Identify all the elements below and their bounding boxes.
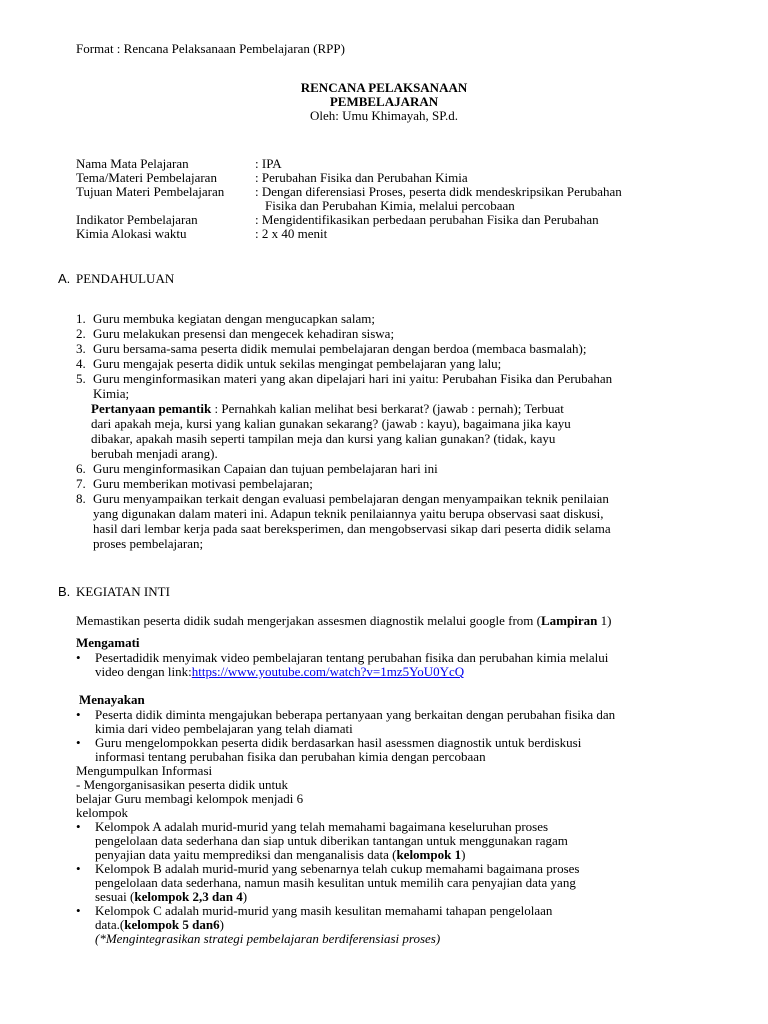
intro-text: Memastikan peserta didik sudah mengerjakan assesmen diagnostik melalui google from ( [76,613,541,628]
section-b-title: KEGIATAN INTI [76,584,170,599]
list-item-continued: proses pembelajaran; [93,536,204,551]
dash-line: - Mengorganisasikan peserta didik untuk [76,777,289,792]
menanya-b1-line-2: kimia dari video pembelajaran yang telah diamati [95,721,353,736]
kelompok-b-line-2: pengelolaan data sederhana, namun masih kesulitan untuk memilih cara penyajian data yang [95,875,576,890]
list-item: Guru menginformasikan Capaian dan tujuan pembelajaran hari ini [93,461,438,476]
section-a-title: PENDAHULUAN [76,271,175,286]
list-item: Guru menyampaikan terkait dengan evaluasi pembelajaran dengan menyampaikan teknik penilaian [93,491,609,506]
list-item: Guru mengajak peserta didik untuk sekilas mengingat pembelajaran yang lalu; [93,356,502,371]
kelompok-a-line-1: Kelompok A adalah murid-murid yang telah memahami bagaimana keseluruhan proses [95,819,549,834]
youtube-link[interactable]: https://www.youtube.com/watch?v=1mz5YoU0YcQ [191,664,465,679]
title-line-1: RENCANA PELAKSANAAN [300,80,468,95]
bullet-icon: • [76,861,81,876]
alokasi-label: Kimia Alokasi waktu [76,226,187,241]
kel-c-post: ) [219,917,224,932]
section-b-letter: B. [58,584,71,599]
tujuan-value-2: Fisika dan Perubahan Kimia, melalui percobaan [265,198,515,213]
link-prefix: video dengan link: [95,664,192,679]
tema-label: Tema/Materi Pembelajaran [76,170,217,185]
bullet-icon: • [76,735,81,750]
list-item: Guru bersama-sama peserta didik memulai pembelajaran dengan berdoa (membaca basmalah); [93,341,587,356]
kel-b-pre: sesuai ( [95,889,135,904]
list-item-continued: hasil dari lembar kerja pada saat bereksperimen, dan mengobservasi sikap dari peserta didik selama [93,521,611,536]
kel-c-pre: data.( [95,917,125,932]
bullet-icon: • [76,903,81,918]
list-num: 5. [76,371,86,386]
mapel-label: Nama Mata Pelajaran [76,156,189,171]
mapel-value: : IPA [255,156,282,171]
title-line-2: PEMBELAJARAN [329,94,439,109]
tujuan-label: Tujuan Materi Pembelajaran [76,184,225,199]
author-line: Oleh: Umu Khimayah, SP.d. [309,108,459,123]
format-line: Format : Rencana Pelaksanaan Pembelajaran (RPP) [76,41,345,56]
mengamati-line-2 [95,664,464,679]
pertanyaan-line-4: berubah menjadi arang). [91,446,218,461]
pertanyaan-pemantik [91,401,564,416]
section-b-intro [76,613,611,628]
pertanyaan-line-2: dari apakah meja, kursi yang kalian gunakan sekarang? (jawab : kayu), bagaimana jika kayu [91,416,571,431]
pertanyaan-text: : Pernahkah kalian melihat besi berkarat? (jawab : pernah); Terbuat [211,401,564,416]
kelompok-c-line-2 [95,917,224,932]
kel-c-bold: kelompok 5 dan6 [124,917,220,932]
menanya-b2-line-1: Guru mengelompokkan peserta didik berdasarkan hasil asessmen diagnostik untuk berdiskusi [95,735,582,750]
tujuan-value-1: : Dengan diferensiasi Proses, peserta didk mendeskripsikan Perubahan [255,184,622,199]
pertanyaan-label: Pertanyaan pemantik [91,401,212,416]
list-item: Guru menginformasikan materi yang akan dipelajari hari ini yaitu: Perubahan Fisika dan Perubahan [93,371,613,386]
kel-a-pre: penyajian data yaitu memprediksi dan menganalisis data ( [95,847,397,862]
list-num: 8. [76,491,86,506]
kelompok-word: kelompok [76,805,128,820]
kelompok-b-line-3 [95,889,247,904]
kelompok-b-line-1: Kelompok B adalah murid-murid yang sebenarnya telah cukup memahami bagaimana proses [95,861,580,876]
list-num: 1. [76,311,86,326]
kel-a-post: ) [461,847,466,862]
bullet-icon: • [76,707,81,722]
kel-b-bold: kelompok 2,3 dan 4 [134,889,243,904]
list-item-continued: Kimia; [93,386,130,401]
intro-post: 1) [597,613,612,628]
bullet-icon: • [76,650,81,665]
bullet-icon: • [76,819,81,834]
pertanyaan-line-3: dibakar, apakah masih seperti tampilan meja dan kursi yang kalian gunakan? (tidak, kayu [91,431,556,446]
list-item: Guru melakukan presensi dan mengecek kehadiran siswa; [93,326,395,341]
indikator-value: : Mengidentifikasikan perbedaan perubahan Fisika dan Perubahan [255,212,599,227]
list-num: 3. [76,341,86,356]
list-num: 2. [76,326,86,341]
list-num: 4. [76,356,86,371]
tema-value: : Perubahan Fisika dan Perubahan Kimia [255,170,468,185]
menanya-b2-line-2: informasi tentang perubahan fisika dan perubahan kimia dengan percobaan [95,749,486,764]
intro-bold: Lampiran [541,613,598,628]
belajar-line: belajar Guru membagi kelompok menjadi 6 [76,791,304,806]
kelompok-c-line-1: Kelompok C adalah murid-murid yang masih kesulitan memahami tahapan pengelolaan [95,903,553,918]
menanya-title: Menayakan [79,692,145,707]
list-item-continued: yang digunakan dalam materi ini. Adapun teknik penilaiannya yaitu berupa observasi saat diskusi, [93,506,604,521]
section-a-letter: A. [58,271,71,286]
kelompok-a-line-2: pengelolaan data sederhana dan siap untuk diberikan tantangan untuk menggunakan ragam [95,833,568,848]
list-num: 7. [76,476,86,491]
mengamati-title: Mengamati [76,635,140,650]
kel-b-post: ) [242,889,248,904]
kelompok-a-line-3 [95,847,465,862]
mengamati-line-1: Pesertadidik menyimak video pembelajaran tentang perubahan fisika dan perubahan kimia melalui [95,650,609,665]
alokasi-value: : 2 x 40 menit [255,226,328,241]
mengumpulkan-title: Mengumpulkan Informasi [76,763,213,778]
list-num: 6. [76,461,86,476]
italic-note: (*Mengintegrasikan strategi pembelajaran berdiferensiasi proses) [95,931,441,946]
menanya-b1-line-1: Peserta didik diminta mengajukan beberapa pertanyaan yang berkaitan dengan perubahan fisika dan [95,707,616,722]
list-item: Guru memberikan motivasi pembelajaran; [93,476,313,491]
list-item: Guru membuka kegiatan dengan mengucapkan salam; [93,311,375,326]
indikator-label: Indikator Pembelajaran [76,212,198,227]
kel-a-bold: kelompok 1 [396,847,462,862]
